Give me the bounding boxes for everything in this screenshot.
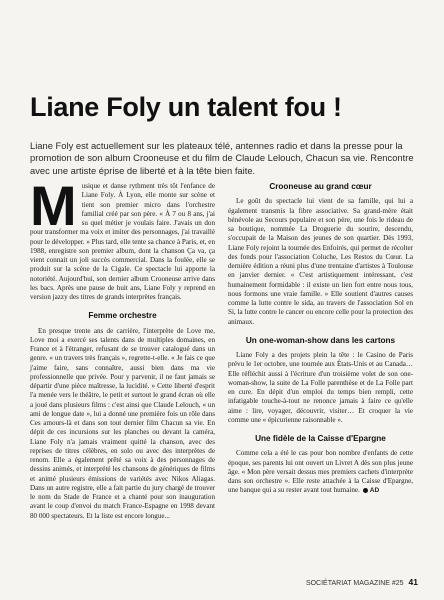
page-number: 41 xyxy=(408,577,418,587)
subhead-caisse-epargne: Une fidèle de la Caisse d'Epargne xyxy=(255,434,386,443)
drop-cap: M xyxy=(30,174,77,237)
body-paragraph-projects: Liane Foly a des projets plein la tête : le Casino de Paris prévu le 1er octobre, une tournée aux États-Unis et au Canada… Elle réfléchit aussi à l'écriture d'un troisième volet de son one-woman-show, la suite de La Folle parenthèse et de La Folle part en cure. En dépit d'un emploi du temps bien rempli, cette infatigable touche-à-tout ne renonce jamais à faire ce qu'elle aime : lire, voyager, découvrir, visiter… Et croquer la vie comme une « épicurienne raisonnable ». xyxy=(228,351,413,424)
author-initials: AD xyxy=(369,487,380,495)
intro-paragraph: usique et danse rythment très tôt l'enfance de Liane Foly. À Lyon, elle monte sur scène et tient son premier micro dans l'orchestre familial créé par son père. « À 7 ou 8 ans, j'ai su quel métier je voulais faire. J'avais un don pour transformer ma voix et imiter des personnages, j'ai travaillé pour le développer. » Plus tard, elle tente sa chance à Paris, et, en 1988, enregistre son premier album, dont la chanson Ça va, ça vient connait un joli succès commercial. Dans la foulée, elle se produit sur la scène de la Cigale. Ce spectacle lui apporte la notoriété. Aujourd'hui, son dernier album Crooneuse arrive dans les bacs. Après une pause de huit ans, Liane Foly y reprend en version jazzy des titres de grands interprètes français. xyxy=(30,182,215,301)
article-title: Liane Foly un talent fou ! xyxy=(30,92,342,122)
bank-paragraph-text: Comme cela a été le cas pour bon nombre d'enfants de cette époque, ses parents lui ont ouvert un Livret A dès son plus jeune âge. « Mon père versait dessus mes premiers cachets d'interprète dans son orchestre ». Elle reste attachée à la Caisse d'Epargne, une banque qui a su rester avant tout humaine. xyxy=(228,449,413,495)
article-standfirst: Liane Foly est actuellement sur les plateaux télé, antennes radio et dans la presse pour la promotion de son album Crooneuse et du film de Claude Lelouch, Chacun sa vie. Rencontre avec une artiste éprise de liberté et à la tête bien faite. xyxy=(30,140,414,176)
body-paragraph-career: En presque trente ans de carrière, l'interprète de Love me, Love moi a exercé ses talents dans de multiples domaines, en France et à l'étranger, refusant de se trouver catalogué dans un genre. « un travers très français », regrette-t-elle. « Je fais ce que j'aime faire, sans connaître, aussi bien dans ma vie professionnelle que privée. Pour y parvenir, il ne faut jamais se départir d'une pièce maîtresse, la lucidité. » Cette liberté d'esprit l'a menée vers le théâtre, le petit et surtout le grand écran où elle a joué dans plusieurs films : c'est ainsi que Claude Lelouch, « un ami de longue date », lui a donné une première fois un rôle dans Ces amours-là et dans son tout dernier film Chacun sa vie. En dépit de ces incursions sur les planches ou devant la caméra, Liane Foly n'a jamais vraiment quitté la chanson, avec des reprises de titres célèbres, en solo ou avec des interprètes de renom. Elle a également prêté sa voix à des personnages de dessins animés, et interprété les chansons de génériques de films et animé plusieurs émissions de variétés avec Nikos Aliagas. Dans un autre registre, elle a fait partie du jury chargé de trouver le nom du Stade de France et a chanté pour son inauguration avant le coup d'envoi du match France-Espagne en 1998 devant 80 000 spectateurs. Et la liste est encore longue... xyxy=(30,326,215,520)
end-mark-icon xyxy=(363,488,368,493)
body-paragraph-family: Le goût du spectacle lui vient de sa famille, qui lui a également transmis la fibre associative. Sa grand-mère était bénévole au Secours populaire et son père, une fois le rideau de sa boutique, nommée La Droguerie du sourire, descendu, s'occupait de la Maison des jeunes de son quartier. Dès 1993, Liane Foly rejoint la tournée des Enfoirés, qui permet de récolter des fonds pour l'association Coluche, Les Restos du Cœur. La dernière édition a réuni plus d'une trentaine d'artistes à Toulouse en janvier dernier. « C'est artistiquement intéressant, c'est humainement formidable : il existe un lien fort entre nous tous, nous formons une vraie famille. » Elle soutient d'autres causes comme la lutte contre le sida, au travers de l'association Sol en Si, la lutte contre le cancer ou encore celle pour la protection des animaux. xyxy=(228,197,413,326)
subhead-femme-orchestre: Femme orchestre xyxy=(88,311,157,321)
subhead-crooneuse: Crooneuse au grand cœur xyxy=(269,182,372,191)
left-column xyxy=(30,174,215,521)
subhead-one-woman-show: Un one-woman-show dans les cartons xyxy=(245,335,396,345)
page-footer xyxy=(306,577,418,587)
publication-name: SOCIÉTARIAT MAGAZINE #25 xyxy=(305,580,404,587)
body-paragraph-bank xyxy=(228,449,413,495)
right-column xyxy=(228,182,413,496)
